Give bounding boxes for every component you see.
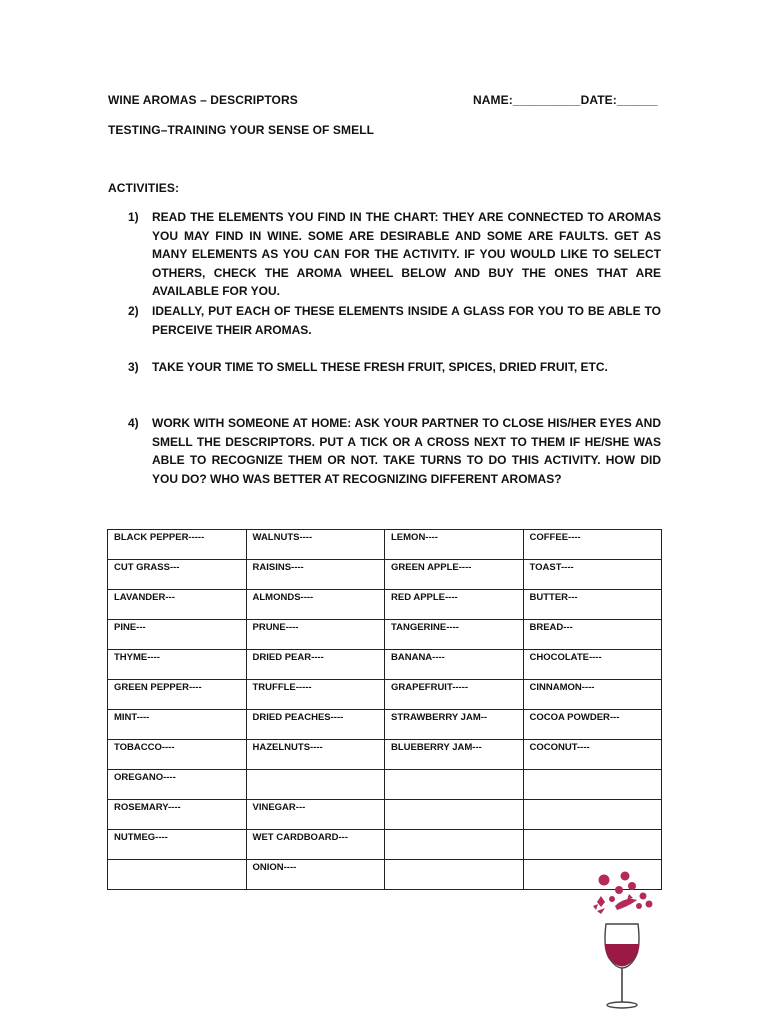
table-cell: ALMONDS----: [246, 590, 385, 620]
table-cell: LEMON----: [385, 530, 524, 560]
activities-heading: ACTIVITIES:: [108, 181, 180, 195]
aroma-table: [107, 529, 662, 890]
table-cell: WET CARDBOARD---: [246, 830, 385, 860]
table-row: [108, 710, 662, 740]
name-date-field: NAME:__________DATE:______: [473, 93, 658, 107]
table-cell: BREAD---: [523, 620, 662, 650]
table-cell: CINNAMON----: [523, 680, 662, 710]
table-cell: [523, 770, 662, 800]
activity-number: 2): [128, 304, 139, 318]
table-row: [108, 650, 662, 680]
table-cell: THYME----: [108, 650, 247, 680]
table-cell: DRIED PEACHES----: [246, 710, 385, 740]
table-cell: WALNUTS----: [246, 530, 385, 560]
table-cell: [385, 860, 524, 890]
table-cell: COCONUT----: [523, 740, 662, 770]
table-cell: HAZELNUTS----: [246, 740, 385, 770]
activity-text: TAKE YOUR TIME TO SMELL THESE FRESH FRUIT, SPICES, DRIED FRUIT, ETC.: [152, 360, 608, 374]
table-cell: COCOA POWDER---: [523, 710, 662, 740]
table-cell: OREGANO----: [108, 770, 247, 800]
page-subtitle: TESTING–TRAINING YOUR SENSE OF SMELL: [108, 123, 375, 137]
table-cell: DRIED PEAR----: [246, 650, 385, 680]
table-cell: BUTTER---: [523, 590, 662, 620]
table-cell: CHOCOLATE----: [523, 650, 662, 680]
table-row: [108, 620, 662, 650]
table-cell: BANANA----: [385, 650, 524, 680]
table-cell: RAISINS----: [246, 560, 385, 590]
table-cell: BLUEBERRY JAM---: [385, 740, 524, 770]
table-row: [108, 800, 662, 830]
activity-item: [128, 302, 661, 339]
table-cell: GREEN APPLE----: [385, 560, 524, 590]
activity-number: 4): [128, 416, 139, 430]
page-title: WINE AROMAS – DESCRIPTORS: [108, 93, 298, 107]
table-cell: TANGERINE----: [385, 620, 524, 650]
activity-text: WORK WITH SOMEONE AT HOME: ASK YOUR PARTNER TO CLOSE HIS/HER EYES AND SMELL THE DESCRIPTORS. PUT A TICK OR A CROSS NEXT TO THEM IF HE/SHE WAS ABLE TO RECOGNIZE THEM OR NOT. TAKE TURNS TO DO THIS ACTIVITY. HOW DID YOU DO? WHO WAS BETTER AT RECOGNIZING DIFFERENT AROMAS?: [152, 416, 661, 486]
table-cell: NUTMEG----: [108, 830, 247, 860]
activity-number: 1): [128, 210, 139, 224]
table-row: [108, 860, 662, 890]
table-cell: [108, 860, 247, 890]
table-cell: ONION----: [246, 860, 385, 890]
table-row: [108, 560, 662, 590]
table-cell: MINT----: [108, 710, 247, 740]
table-row: [108, 590, 662, 620]
table-cell: [385, 770, 524, 800]
table-row: [108, 530, 662, 560]
table-cell: RED APPLE----: [385, 590, 524, 620]
table-row: [108, 830, 662, 860]
activity-item: [128, 358, 661, 377]
table-cell: TOBACCO----: [108, 740, 247, 770]
activity-item: [128, 208, 661, 301]
wine-glass-with-fruit-icon: [585, 866, 660, 1014]
table-cell: [246, 770, 385, 800]
table-cell: CUT GRASS---: [108, 560, 247, 590]
table-cell: [523, 800, 662, 830]
table-row: [108, 680, 662, 710]
table-cell: COFFEE----: [523, 530, 662, 560]
table-cell: [523, 830, 662, 860]
table-row: [108, 740, 662, 770]
table-cell: PINE---: [108, 620, 247, 650]
table-cell: GRAPEFRUIT-----: [385, 680, 524, 710]
activity-text: READ THE ELEMENTS YOU FIND IN THE CHART: THEY ARE CONNECTED TO AROMAS YOU MAY FIND IN WINE. SOME ARE DESIRABLE AND SOME ARE FAULTS. GET AS MANY ELEMENTS AS YOU CAN FOR THE ACTIVITY. IF YOU WOULD LIKE TO SELECT OTHERS, CHECK THE AROMA WHEEL BELOW AND BUY THE ONES THAT ARE AVAILABLE FOR YOU.: [152, 210, 661, 299]
table-cell: GREEN PEPPER----: [108, 680, 247, 710]
activity-number: 3): [128, 360, 139, 374]
table-cell: [385, 800, 524, 830]
table-cell: TRUFFLE-----: [246, 680, 385, 710]
table-cell: BLACK PEPPER-----: [108, 530, 247, 560]
table-cell: LAVANDER---: [108, 590, 247, 620]
table-cell: PRUNE----: [246, 620, 385, 650]
table-row: [108, 770, 662, 800]
activity-text: IDEALLY, PUT EACH OF THESE ELEMENTS INSIDE A GLASS FOR YOU TO BE ABLE TO PERCEIVE THEIR AROMAS.: [152, 304, 661, 337]
table-cell: [385, 830, 524, 860]
table-cell: ROSEMARY----: [108, 800, 247, 830]
table-cell: TOAST----: [523, 560, 662, 590]
activity-item: [128, 414, 661, 488]
table-cell: VINEGAR---: [246, 800, 385, 830]
table-cell: STRAWBERRY JAM--: [385, 710, 524, 740]
